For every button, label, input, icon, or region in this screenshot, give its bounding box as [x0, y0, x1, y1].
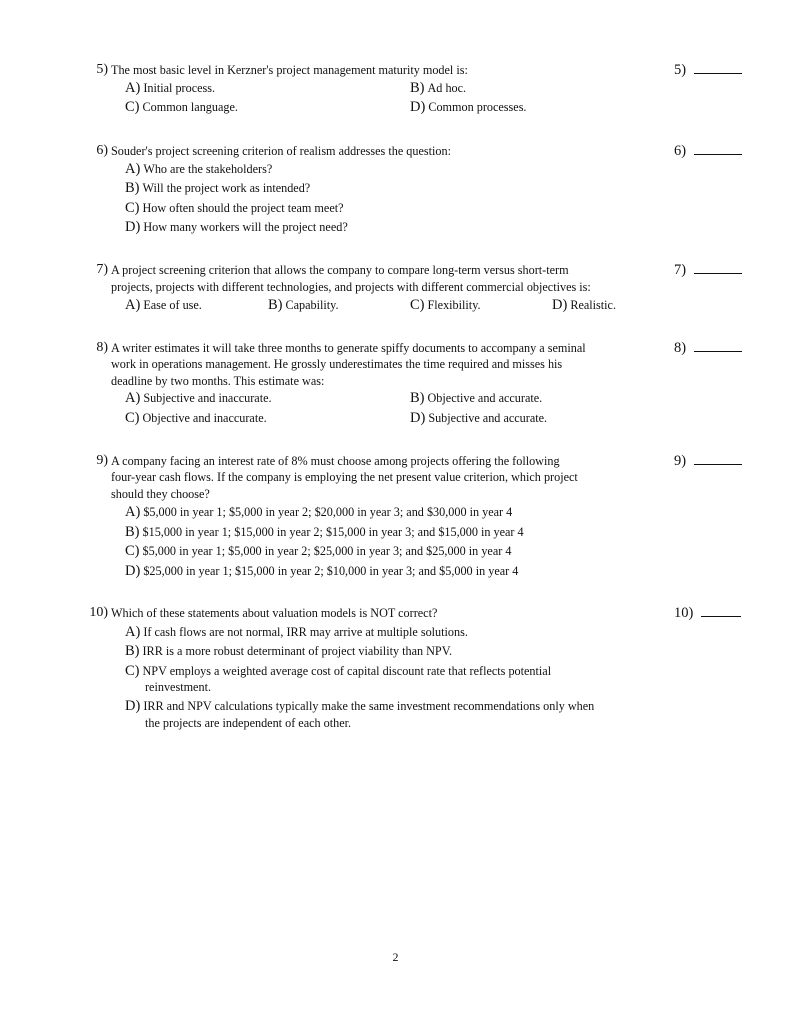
- answer-option-d: [410, 410, 547, 426]
- answer-letter: D): [125, 563, 141, 579]
- answer-option-a: [125, 297, 202, 313]
- answer-text: $15,000 in year 1; $15,000 in year 2; $15,000 in year 3; and $15,000 in year 4: [142, 525, 524, 539]
- answer-letter: D): [410, 99, 426, 115]
- answer-blank-number: 7): [674, 262, 687, 278]
- answer-blank-label: [674, 262, 742, 278]
- answer-option-a: [125, 80, 215, 96]
- answer-option-c: [125, 543, 511, 559]
- question-number: 5): [96, 62, 108, 77]
- answer-text: IRR is a more robust determinant of project viability than NPV.: [142, 644, 452, 658]
- answer-option-c: [125, 663, 551, 679]
- question-number: 6): [96, 143, 108, 158]
- answer-letter: C): [125, 200, 140, 216]
- answer-text-continued: the projects are independent of each other.: [145, 716, 352, 730]
- answer-text: Ease of use.: [143, 298, 202, 312]
- answer-option-a: [125, 161, 272, 177]
- answer-text: Objective and accurate.: [427, 391, 543, 405]
- answer-option-d: [552, 297, 616, 313]
- answer-option-d: [125, 563, 518, 579]
- answer-option-d: [410, 99, 526, 115]
- answer-blank-line: [694, 143, 742, 155]
- answer-blank-line: [701, 605, 741, 617]
- answer-option-c: [125, 410, 267, 426]
- answer-blank-number: 9): [674, 453, 687, 469]
- answer-option-c: [125, 200, 344, 216]
- answer-blank-number: 6): [674, 143, 687, 159]
- answer-blank-label: [674, 62, 742, 78]
- answer-letter: B): [125, 524, 140, 540]
- answer-blank-line: [694, 62, 742, 74]
- answer-letter: A): [125, 624, 141, 640]
- answer-letter: C): [125, 410, 140, 426]
- answer-letter: D): [552, 297, 568, 313]
- question-stem: should they choose?: [111, 487, 210, 501]
- answer-text: Capability.: [285, 298, 339, 312]
- answer-blank-label: [674, 453, 742, 469]
- answer-letter: B): [410, 390, 425, 406]
- answer-text: IRR and NPV calculations typically make the same investment recommendations only when: [143, 699, 595, 713]
- answer-option-a: [125, 390, 272, 406]
- answer-letter: B): [125, 643, 140, 659]
- answer-blank-number: 5): [674, 62, 687, 78]
- question-stem: work in operations management. He grossly underestimates the time required and misses his: [111, 357, 563, 371]
- answer-letter: C): [125, 99, 140, 115]
- answer-blank-line: [694, 453, 742, 465]
- question-stem: Which of these statements about valuation models is NOT correct?: [111, 606, 438, 620]
- answer-letter: A): [125, 161, 141, 177]
- answer-text: Common processes.: [428, 100, 527, 114]
- question-stem: deadline by two months. This estimate was:: [111, 374, 325, 388]
- answer-option-c: [410, 297, 481, 313]
- answer-blank-label: [674, 143, 742, 159]
- page-number: 2: [392, 950, 399, 964]
- answer-text: Who are the stakeholders?: [143, 162, 273, 176]
- answer-text: $5,000 in year 1; $5,000 in year 2; $20,000 in year 3; and $30,000 in year 4: [143, 505, 513, 519]
- answer-letter: D): [125, 698, 141, 714]
- answer-text: NPV employs a weighted average cost of capital discount rate that reflects potential: [142, 664, 552, 678]
- answer-option-b: [125, 643, 452, 659]
- answer-option-c-continued: [145, 679, 211, 695]
- answer-option-a: [125, 504, 512, 520]
- answer-text: $5,000 in year 1; $5,000 in year 2; $25,000 in year 3; and $25,000 in year 4: [142, 544, 512, 558]
- question-stem: Souder's project screening criterion of realism addresses the question:: [111, 144, 451, 158]
- answer-text: Subjective and accurate.: [428, 411, 548, 425]
- answer-letter: C): [125, 543, 140, 559]
- answer-text: How many workers will the project need?: [143, 220, 348, 234]
- answer-option-a: [125, 624, 468, 640]
- answer-text: Subjective and inaccurate.: [143, 391, 272, 405]
- answer-letter: A): [125, 80, 141, 96]
- answer-text: If cash flows are not normal, IRR may arrive at multiple solutions.: [143, 625, 468, 639]
- answer-blank-label: [674, 605, 741, 621]
- answer-option-c: [125, 99, 238, 115]
- answer-option-b: [268, 297, 339, 313]
- answer-blank-line: [694, 262, 742, 274]
- question-stem: four-year cash flows. If the company is employing the net present value criterion, which project: [111, 470, 578, 484]
- answer-letter: D): [125, 219, 141, 235]
- question-number: 9): [96, 453, 108, 468]
- answer-text-continued: reinvestment.: [145, 680, 211, 694]
- question-stem: projects, projects with different technologies, and projects with different commercial objectives is:: [111, 280, 591, 294]
- answer-blank-number: 10): [674, 605, 694, 621]
- answer-text: Flexibility.: [427, 298, 481, 312]
- question-stem: A writer estimates it will take three months to generate spiffy documents to accompany a seminal: [111, 341, 586, 355]
- question-number: 10): [89, 605, 108, 620]
- answer-option-b: [410, 390, 542, 406]
- answer-option-b: [410, 80, 466, 96]
- answer-text: $25,000 in year 1; $15,000 in year 2; $10,000 in year 3; and $5,000 in year 4: [143, 564, 519, 578]
- answer-letter: C): [410, 297, 425, 313]
- question-stem: A company facing an interest rate of 8% must choose among projects offering the following: [111, 454, 560, 468]
- answer-text: How often should the project team meet?: [142, 201, 344, 215]
- answer-letter: B): [410, 80, 425, 96]
- question-number: 7): [96, 262, 108, 277]
- answer-text: Objective and inaccurate.: [142, 411, 267, 425]
- answer-option-d-continued: [145, 715, 351, 731]
- answer-text: Ad hoc.: [427, 81, 467, 95]
- answer-blank-number: 8): [674, 340, 687, 356]
- answer-text: Initial process.: [143, 81, 216, 95]
- answer-option-b: [125, 524, 524, 540]
- answer-letter: A): [125, 390, 141, 406]
- answer-letter: D): [410, 410, 426, 426]
- question-stem: A project screening criterion that allows the company to compare long-term versus short-term: [111, 263, 569, 277]
- answer-letter: C): [125, 663, 140, 679]
- answer-letter: B): [268, 297, 283, 313]
- answer-option-d: [125, 698, 594, 714]
- answer-option-b: [125, 180, 310, 196]
- answer-text: Realistic.: [570, 298, 617, 312]
- answer-letter: A): [125, 297, 141, 313]
- answer-option-d: [125, 219, 348, 235]
- answer-blank-line: [694, 340, 742, 352]
- question-stem: The most basic level in Kerzner's project management maturity model is:: [111, 63, 468, 77]
- answer-text: Will the project work as intended?: [142, 181, 311, 195]
- answer-blank-label: [674, 340, 742, 356]
- question-number: 8): [96, 340, 108, 355]
- answer-text: Common language.: [142, 100, 238, 114]
- answer-letter: A): [125, 504, 141, 520]
- answer-letter: B): [125, 180, 140, 196]
